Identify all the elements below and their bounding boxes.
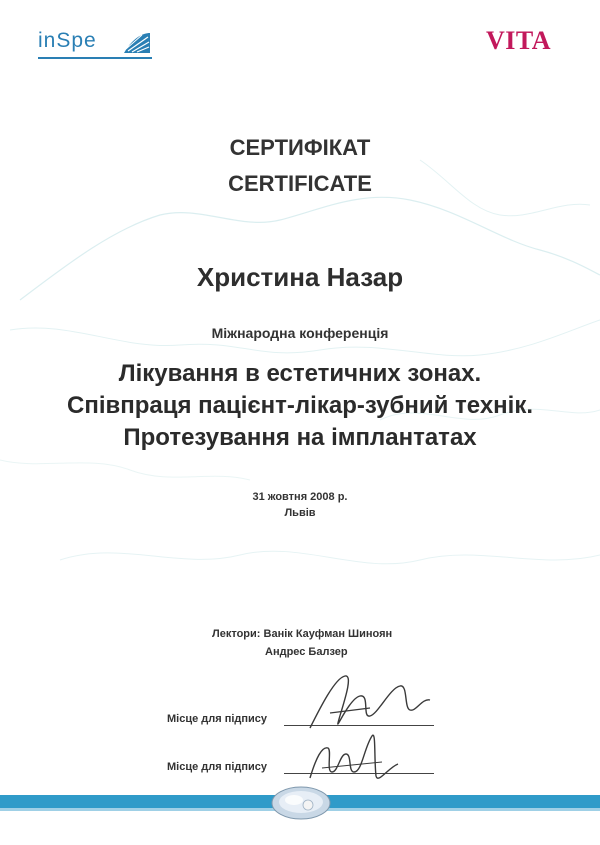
certificate-title-ua: СЕРТИФІКАТ: [229, 135, 371, 160]
inspe-logo: [38, 28, 156, 62]
vita-logo: VITA: [486, 26, 552, 55]
recipient-name: Христина Назар: [196, 262, 404, 292]
topic-line-1: Лікування в естетичних зонах.: [118, 360, 482, 387]
shell-icon: [122, 29, 152, 55]
event-type: Міжнародна конференція: [211, 325, 389, 341]
pearl-shell-icon: [270, 783, 332, 821]
signature-label-2: Місце для підпису: [167, 761, 268, 773]
lecturers: Лектори: Ванік Кауфман Шиноян: [212, 628, 393, 640]
topic-line-3: Протезування на імплантатах: [123, 424, 477, 451]
lecturer-second: Андрес Балзер: [265, 646, 348, 658]
conference-topic: [0, 358, 600, 454]
inspe-logo-underline: [38, 57, 152, 59]
certificate-title-en: CERTIFICATE: [228, 171, 372, 196]
inspe-logo-text: inSpe: [38, 29, 97, 52]
event-date: 31 жовтня 2008 р.: [252, 491, 348, 503]
signature-2: [302, 728, 412, 788]
topic-line-2: Співпраця пацієнт-лікар-зубний технік.: [66, 392, 534, 419]
event-city: Львів: [284, 507, 316, 519]
signature-label-1: Місце для підпису: [167, 713, 268, 725]
